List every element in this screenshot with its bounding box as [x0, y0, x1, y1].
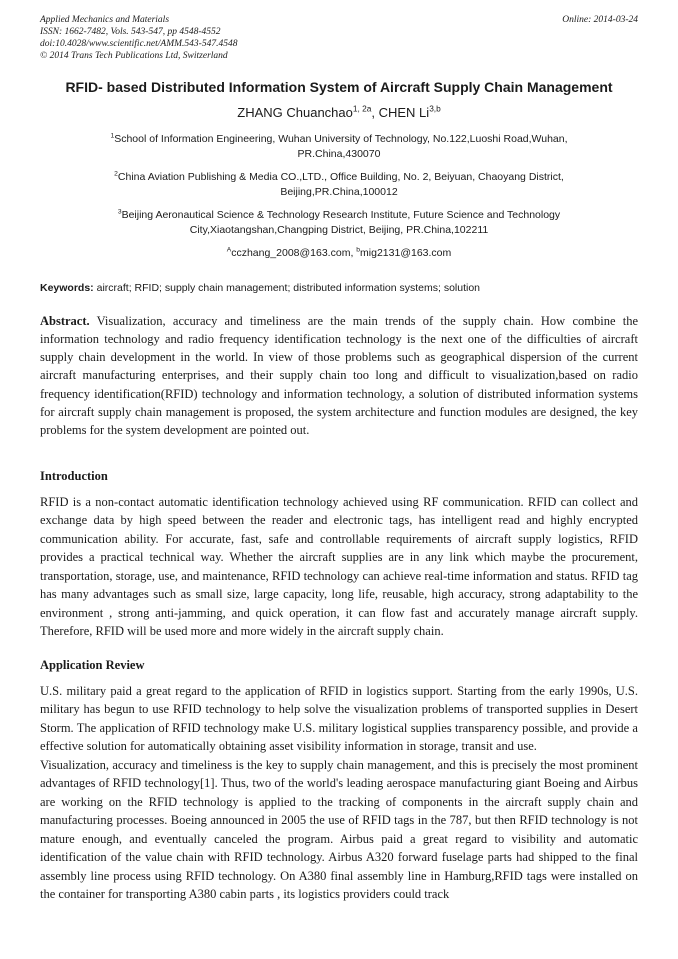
section-heading-application-review: Application Review: [40, 657, 145, 672]
author-2-name: CHEN Li: [378, 104, 430, 120]
abstract-text: Visualization, accuracy and timeliness are the main trends of the supply chain. How combine the information technology and radio frequency identification technology is the next one of the difficulties of aircraft supply chain development in the world. In view of those problems such as geographical dispersion of the current aircraft manufacturing enterprises, and their supply chain too long and difficult to visualization,based on radio frequency identification(RFID) technology and information technology, a solution of distributed information systems for aircraft supply chain management is proposed, the system architecture and function modules are designed, the key problems for the system development are pointed out.: [40, 313, 638, 438]
application-review-paragraph-2: Visualization, accuracy and timeliness is the key to supply chain management, and this is precisely the most prominent advantages of RFID technology[1]. Thus, two of the world's leading aerospace manufacturing giant Boeing and Airbus are working on the RFID technology is applied to the tracking of components in the aircraft supply chain and manufacturing processes. Boeing announced in 2005 the use of RFID tags in the 787, but then RFID technology is not mature enough, and eventually canceled the program. Airbus paid a great regard to visibility and automatic identification of the value chain with RFID technology. Airbus A320 forward fuselage parts had shipped to the final assembly line process using RFID technology. On A380 final assembly line in Hamburg,RFID tags were installed on the container for transporting A380 cabin parts , its logistics providers could track: [40, 757, 638, 902]
affiliation-2-superscript: 2: [114, 170, 118, 177]
issn-line: ISSN: 1662-7482, Vols. 543-547, pp 4548-4552: [40, 27, 221, 37]
keywords-line: [40, 282, 638, 295]
application-review-paragraph-1: U.S. military paid a great regard to the application of RFID in logistics support. Starting from the early 1990s, U.S. military has begun to use RFID technology to help solve the visualization problems of transported supplies in Desert Storm. The application of RFID technology make U.S. military logistical supplies transparency possible, and provide a effective solution for automatically obtaining asset visibility information in storage, transit and use.: [40, 683, 638, 754]
email-1-superscript: A: [226, 246, 232, 253]
keywords-label: Keywords:: [40, 281, 94, 294]
paper-title: RFID- based Distributed Information System of Aircraft Supply Chain Management: [65, 79, 613, 95]
affiliation-1-superscript: 1: [110, 132, 115, 139]
author-1-name: ZHANG Chuanchao: [237, 104, 353, 120]
author-emails: [40, 247, 638, 260]
keywords-text: aircraft; RFID; supply chain management; distributed information systems; solution: [96, 281, 481, 294]
affiliation-2-text: China Aviation Publishing & Media CO.,LTD., Office Building, No. 2, Beiyuan, Chaoyang District, Beijing,PR.China,100012: [117, 170, 564, 198]
author-2-superscript: 3,b: [429, 103, 441, 114]
journal-info-block: [40, 14, 237, 62]
journal-header: [40, 14, 638, 62]
author-1-superscript: 1, 2a: [352, 103, 372, 114]
journal-name: Applied Mechanics and Materials: [40, 15, 170, 25]
emails-separator: ,: [350, 246, 357, 259]
affiliation-1-text: School of Information Engineering, Wuhan University of Technology, No.122,Luoshi Road,Wuhan, PR.China,430070: [114, 132, 568, 160]
section-heading-introduction: Introduction: [40, 468, 108, 483]
abstract-label: Abstract.: [40, 313, 90, 328]
affiliation-1: [107, 132, 572, 163]
affiliation-3: [67, 208, 612, 239]
abstract-paragraph: [40, 312, 638, 440]
email-2: mig2131@163.com: [360, 246, 452, 259]
authors-separator: ,: [371, 104, 379, 120]
introduction-paragraph: RFID is a non-contact automatic identification technology achieved using RF communication. RFID can collect and exchange data by high speed between the reader and electronic tags, has intelligent read and highly encrypted communication ability. For accurate, fast, safe and controllable requirements of aircraft supply logistics, RFID provides a practical technical way. Whether the aircraft supplies are in any link which maybe the procurement, transportation, storage, use, and maintenance, RFID technology can achieve real-time information and status. RFID tag has many advantages such as small size, large capacity, long life, reusable, high accuracy, strong adaptability to the environment , strong anti-jamming, and quick operation, it can flow fast and accurately manage aircraft supply. Therefore, RFID will be used more and more widely in the aircraft supply chain.: [40, 494, 638, 639]
copyright-line: © 2014 Trans Tech Publications Ltd, Switzerland: [40, 51, 228, 61]
doi-line: doi:10.4028/www.scientific.net/AMM.543-547.4548: [40, 39, 238, 49]
online-date: Online: 2014-03-24: [562, 15, 638, 25]
authors-line: [40, 105, 638, 121]
email-1: cczhang_2008@163.com: [231, 246, 351, 259]
affiliation-3-text: Beijing Aeronautical Science & Technology Research Institute, Future Science and Technology City,Xiaotangshan,Changping District, Beijing, PR.China,102211: [121, 208, 561, 236]
affiliation-3-superscript: 3: [117, 208, 122, 215]
affiliation-2: [67, 170, 612, 201]
email-2-superscript: b: [356, 246, 361, 253]
